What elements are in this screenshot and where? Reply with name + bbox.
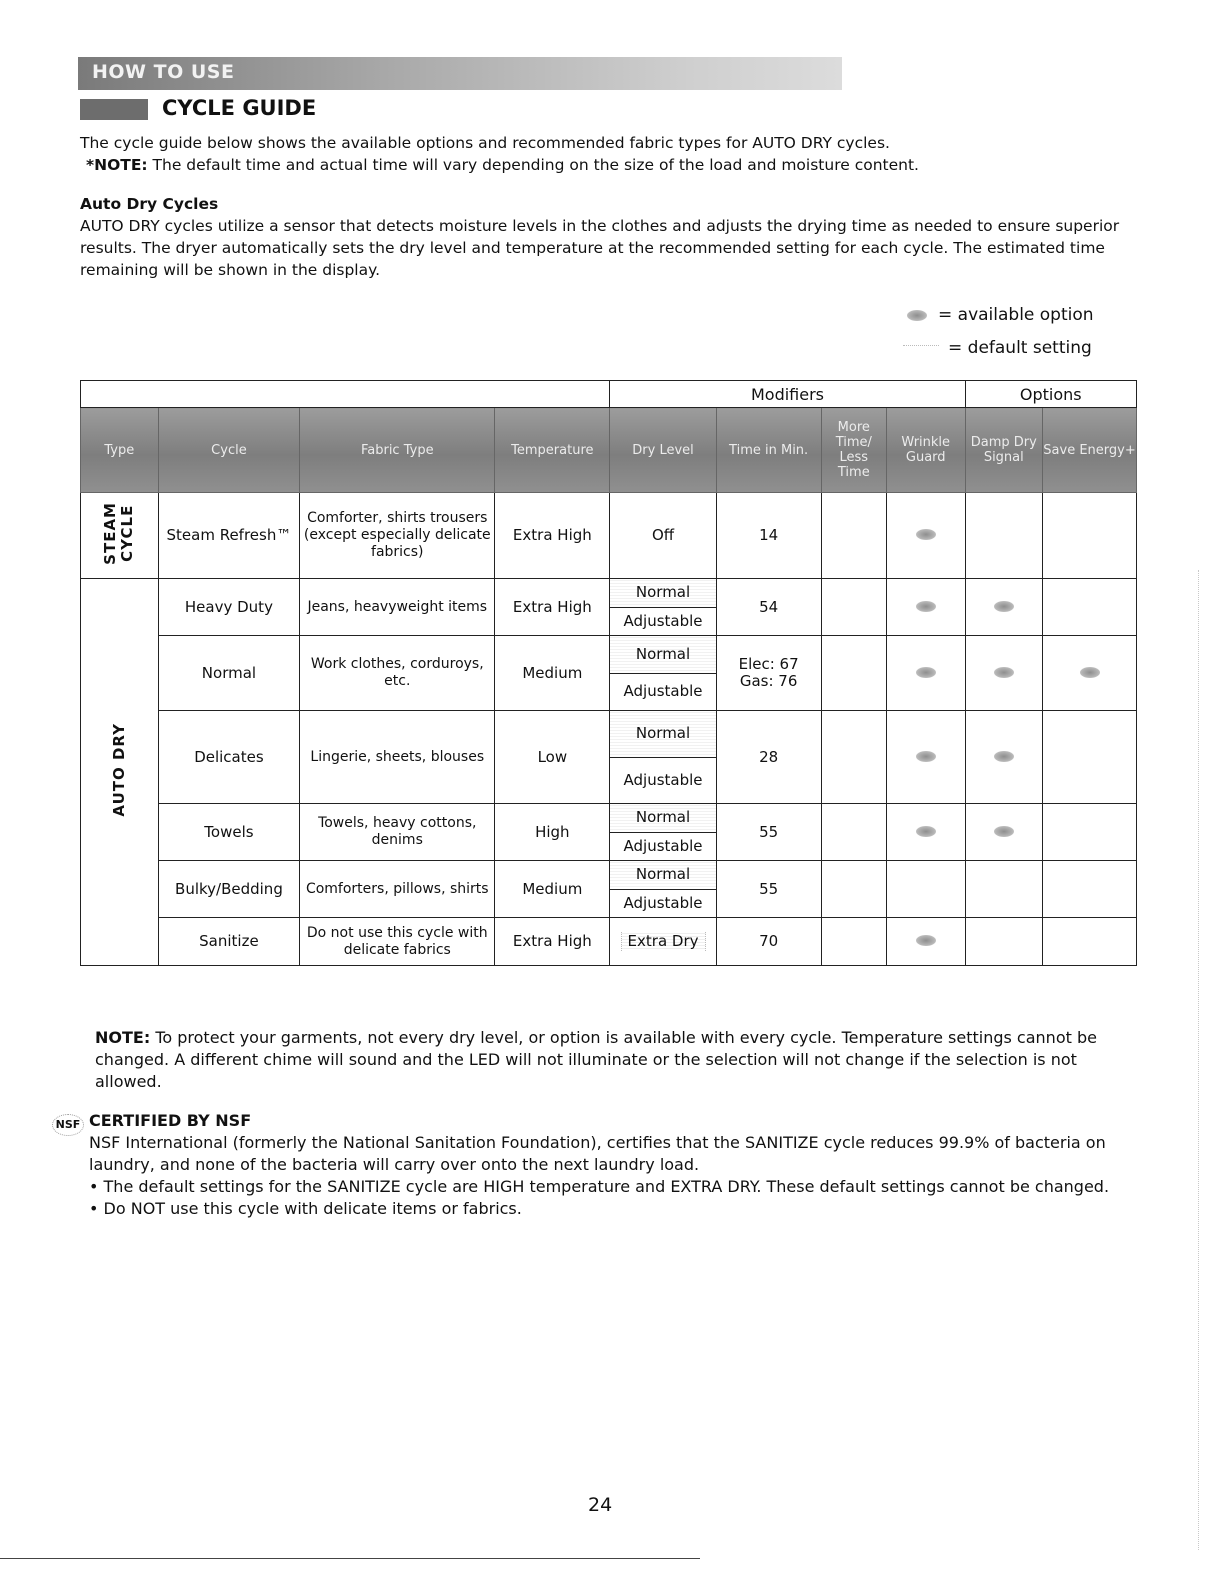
damp-cell xyxy=(965,804,1043,861)
col-damp-dry: Damp Dry Signal xyxy=(965,408,1043,493)
page-title: CYCLE GUIDE xyxy=(162,96,317,120)
fabric-cell: Do not use this cycle with delicate fabrics xyxy=(300,918,495,966)
dry-cell: Off xyxy=(610,493,716,579)
more-less-cell xyxy=(821,861,886,918)
type-auto-label: AUTO DRY xyxy=(109,723,128,817)
wrinkle-cell xyxy=(886,711,965,804)
time-cell: 54 xyxy=(716,579,821,636)
group-modifiers: Modifiers xyxy=(610,381,965,408)
cycle-cell: Heavy Duty xyxy=(158,579,300,636)
section-marker xyxy=(80,99,148,120)
col-fabric: Fabric Type xyxy=(300,408,495,493)
group-blank xyxy=(81,381,610,408)
temp-cell: Medium xyxy=(495,636,610,711)
cycle-guide-table xyxy=(80,380,1137,966)
save-cell xyxy=(1043,579,1137,636)
cycle-cell: Delicates xyxy=(158,711,300,804)
dry-default: Normal xyxy=(610,861,715,890)
wrinkle-cell xyxy=(886,918,965,966)
nsf-heading: CERTIFIED BY NSF xyxy=(89,1111,252,1130)
save-cell xyxy=(1043,636,1137,711)
col-save-energy: Save Energy+ xyxy=(1043,408,1137,493)
more-less-cell xyxy=(821,636,886,711)
legend-available: = available option xyxy=(938,305,1094,325)
temp-cell: Extra High xyxy=(495,918,610,966)
nsf-section xyxy=(89,1110,1139,1220)
type-auto xyxy=(81,579,159,966)
time-cell: 70 xyxy=(716,918,821,966)
type-steam xyxy=(81,493,159,579)
dry-other: Adjustable xyxy=(623,611,703,630)
nsf-logo-text: NSF xyxy=(55,1118,81,1131)
dry-other: Adjustable xyxy=(623,682,703,701)
more-less-cell xyxy=(821,918,886,966)
wrinkle-cell xyxy=(886,636,965,711)
nsf-logo-icon xyxy=(52,1114,84,1136)
wrinkle-cell xyxy=(886,804,965,861)
temp-cell: Medium xyxy=(495,861,610,918)
wrinkle-cell xyxy=(886,493,965,579)
dry-cell xyxy=(610,918,716,966)
page-number: 24 xyxy=(588,1494,613,1516)
intro-note xyxy=(80,154,1160,176)
fabric-cell: Work clothes, corduroys, etc. xyxy=(300,636,495,711)
table-row xyxy=(81,636,1137,711)
dry-cell xyxy=(610,804,716,861)
table-row xyxy=(81,918,1137,966)
table-row xyxy=(81,711,1137,804)
note-label: *NOTE: xyxy=(86,156,148,174)
save-cell xyxy=(1043,918,1137,966)
temp-cell: Extra High xyxy=(495,579,610,636)
auto-dry-section xyxy=(80,193,1145,281)
cycle-cell: Normal xyxy=(158,636,300,711)
footer-rule xyxy=(0,1558,700,1559)
note-label: NOTE: xyxy=(95,1028,151,1047)
fabric-cell: Lingerie, sheets, blouses xyxy=(300,711,495,804)
table-row xyxy=(81,804,1137,861)
type-steam-label: STEAM CYCLE xyxy=(101,502,137,565)
note-paragraph xyxy=(95,1027,1135,1093)
save-cell xyxy=(1043,861,1137,918)
col-time: Time in Min. xyxy=(716,408,821,493)
note-text: The default time and actual time will vary depending on the size of the load and moisture content. xyxy=(147,156,919,174)
time-gas: Gas: 76 xyxy=(739,672,798,690)
available-dot-icon xyxy=(907,310,927,321)
damp-cell xyxy=(965,579,1043,636)
available-dot-icon xyxy=(1080,667,1100,678)
save-cell xyxy=(1043,493,1137,579)
col-type: Type xyxy=(81,408,159,493)
legend-default: = default setting xyxy=(948,338,1092,358)
dry-default: Normal xyxy=(610,579,715,608)
fabric-cell: Comforters, pillows, shirts xyxy=(300,861,495,918)
banner-title: HOW TO USE xyxy=(92,61,235,83)
table-row xyxy=(81,579,1137,636)
available-dot-icon xyxy=(916,826,936,837)
dry-other: Adjustable xyxy=(623,893,703,912)
dry-other: Adjustable xyxy=(623,770,703,789)
nsf-bullet: • The default settings for the SANITIZE cycle are HIGH temperature and EXTRA DRY. These default settings cannot be changed. xyxy=(89,1177,1110,1196)
time-cell: 14 xyxy=(716,493,821,579)
available-dot-icon xyxy=(994,667,1014,678)
auto-dry-text: AUTO DRY cycles utilize a sensor that detects moisture levels in the clothes and adjusts the drying time as needed to ensure superior results. The dryer automatically sets the dry level and temperature at the recommended setting for each cycle. The estimated time remaining will be shown in the display. xyxy=(80,217,1120,279)
nsf-bullet: • Do NOT use this cycle with delicate items or fabrics. xyxy=(89,1199,522,1218)
damp-cell xyxy=(965,861,1043,918)
dry-default: Normal xyxy=(610,636,715,674)
more-less-cell xyxy=(821,579,886,636)
nsf-text: NSF International (formerly the National Sanitation Foundation), certifies that the SANITIZE cycle reduces 99.9% of bacteria on laundry, and none of the bacteria will carry over onto the next laundry load. xyxy=(89,1133,1106,1174)
dry-cell xyxy=(610,861,716,918)
dry-cell xyxy=(610,636,716,711)
default-swatch-icon xyxy=(903,345,939,348)
save-cell xyxy=(1043,804,1137,861)
col-dry-level: Dry Level xyxy=(610,408,716,493)
more-less-cell xyxy=(821,493,886,579)
dry-default: Normal xyxy=(610,711,715,758)
time-cell xyxy=(716,636,821,711)
available-dot-icon xyxy=(916,529,936,540)
time-elec: Elec: 67 xyxy=(738,655,799,673)
group-options-header: Options xyxy=(965,381,1136,408)
available-dot-icon xyxy=(916,601,936,612)
dry-cell xyxy=(610,711,716,804)
wrinkle-cell xyxy=(886,861,965,918)
damp-cell xyxy=(965,918,1043,966)
wrinkle-cell xyxy=(886,579,965,636)
temp-cell: Low xyxy=(495,711,610,804)
time-cell: 28 xyxy=(716,711,821,804)
damp-cell xyxy=(965,636,1043,711)
cycle-cell: Steam Refresh™ xyxy=(158,493,300,579)
save-cell xyxy=(1043,711,1137,804)
table-row xyxy=(81,861,1137,918)
available-dot-icon xyxy=(994,826,1014,837)
damp-cell xyxy=(965,711,1043,804)
temp-cell: High xyxy=(495,804,610,861)
page-edge xyxy=(1198,570,1200,1550)
section-banner xyxy=(78,57,842,90)
more-less-cell xyxy=(821,804,886,861)
intro-line: The cycle guide below shows the available options and recommended fabric types for AUTO DRY cycles. xyxy=(80,134,890,152)
col-more-less: More Time/ Less Time xyxy=(821,408,886,493)
dry-default: Extra Dry xyxy=(621,932,706,951)
available-dot-icon xyxy=(994,601,1014,612)
col-cycle: Cycle xyxy=(158,408,300,493)
time-cell: 55 xyxy=(716,861,821,918)
auto-dry-heading: Auto Dry Cycles xyxy=(80,195,219,213)
dry-default: Normal xyxy=(610,804,715,833)
available-dot-icon xyxy=(916,667,936,678)
temp-cell: Extra High xyxy=(495,493,610,579)
col-wrinkle-guard: Wrinkle Guard xyxy=(886,408,965,493)
dry-other: Adjustable xyxy=(623,836,703,855)
time-cell: 55 xyxy=(716,804,821,861)
fabric-cell: Comforter, shirts trousers (except especially delicate fabrics) xyxy=(300,493,495,579)
note-text: To protect your garments, not every dry level, or option is available with every cycle. Temperature settings cannot be changed. A different chime will sound and the LED will not illuminate or the selection will not change if the selection is not allowed. xyxy=(95,1028,1097,1091)
fabric-cell: Jeans, heavyweight items xyxy=(300,579,495,636)
cycle-cell: Sanitize xyxy=(158,918,300,966)
available-dot-icon xyxy=(916,751,936,762)
available-dot-icon xyxy=(916,935,936,946)
damp-cell xyxy=(965,493,1043,579)
more-less-cell xyxy=(821,711,886,804)
cycle-cell: Towels xyxy=(158,804,300,861)
available-dot-icon xyxy=(994,751,1014,762)
fabric-cell: Towels, heavy cottons, denims xyxy=(300,804,495,861)
col-temperature: Temperature xyxy=(495,408,610,493)
dry-cell xyxy=(610,579,716,636)
intro-text xyxy=(80,132,1160,176)
cycle-cell: Bulky/Bedding xyxy=(158,861,300,918)
table-row xyxy=(81,493,1137,579)
